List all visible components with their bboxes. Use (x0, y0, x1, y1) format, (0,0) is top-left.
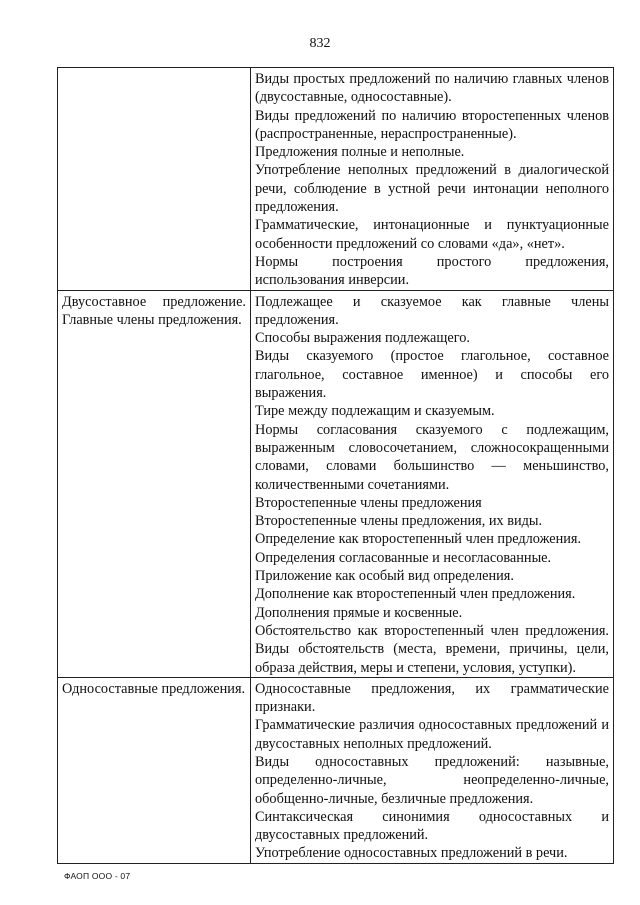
document-code: ФАОП ООО - 07 (64, 871, 131, 881)
topic-label: Односоставные предложения. (62, 680, 246, 697)
content-paragraph: Дополнение как второстепенный член предложения. (255, 586, 576, 603)
table-row (58, 68, 614, 291)
content-paragraph: Обстоятельство как второстепенный член предложения. Виды обстоятельств (места, времени, причины, цели, образа действия, меры и степени, условия, уступки). (255, 622, 609, 676)
content-paragraph: Нормы согласования сказуемого с подлежащим, выраженным словосочетанием, сложносокращенными словами, словами большинство — меньшинство, количественными сочетаниями. (255, 421, 609, 493)
content-paragraph: Употребление неполных предложений в диалогической речи, соблюдение в устной речи интонации неполного предложения. (255, 162, 609, 216)
content-paragraph: Тире между подлежащим и сказуемым. (255, 403, 495, 420)
content-cell (251, 290, 614, 677)
content-paragraph: Грамматические, интонационные и пунктуационные особенности предложений со словами «да», «нет». (255, 217, 609, 252)
content-paragraph: Дополнения прямые и косвенные. (255, 604, 463, 621)
content-paragraph: Приложение как особый вид определения. (255, 568, 514, 585)
curriculum-table (57, 67, 614, 864)
content-paragraph: Второстепенные члены предложения, их виды. (255, 513, 543, 530)
topic-cell (58, 290, 251, 677)
content-paragraph: Виды односоставных предложений: назывные, определенно-личные, неопределенно-личные, обобщенно-личные, безличные предложения. (255, 753, 609, 807)
content-paragraph: Виды простых предложений по наличию главных членов (двусоставные, односоставные). (255, 71, 609, 106)
table-row (58, 677, 614, 863)
content-paragraph: Предложения полные и неполные. (255, 144, 465, 161)
content-paragraph: Виды предложений по наличию второстепенных членов (распространенные, нераспространенные). (255, 107, 609, 142)
content-paragraph: Определение как второстепенный член предложения. (255, 531, 582, 548)
content-paragraph: Второстепенные члены предложения (255, 494, 482, 511)
topic-label: Двусоставное предложение. Главные члены предложения. (62, 293, 246, 328)
content-paragraph: Виды сказуемого (простое глагольное, составное глагольное, составное именное) и способы его выражения. (255, 348, 609, 402)
page-number: 832 (309, 36, 331, 51)
content-paragraph: Односоставные предложения, их грамматические признаки. (255, 680, 609, 716)
content-paragraph: Определения согласованные и несогласованные. (255, 549, 552, 566)
content-paragraph: Нормы построения простого предложения, использования инверсии. (255, 253, 609, 289)
content-cell (251, 68, 614, 291)
content-cell (251, 677, 614, 863)
content-paragraph: Грамматические различия односоставных предложений и двусоставных неполных предложений. (255, 717, 609, 752)
content-paragraph: Подлежащее и сказуемое как главные члены предложения. (255, 293, 609, 328)
table-row (58, 290, 614, 677)
content-paragraph: Синтаксическая синонимия односоставных и двусоставных предложений. (255, 808, 609, 844)
topic-cell (58, 68, 251, 291)
content-paragraph: Способы выражения подлежащего. (255, 330, 470, 347)
topic-cell (58, 677, 251, 863)
content-paragraph: Употребление односоставных предложений в речи. (255, 845, 568, 862)
